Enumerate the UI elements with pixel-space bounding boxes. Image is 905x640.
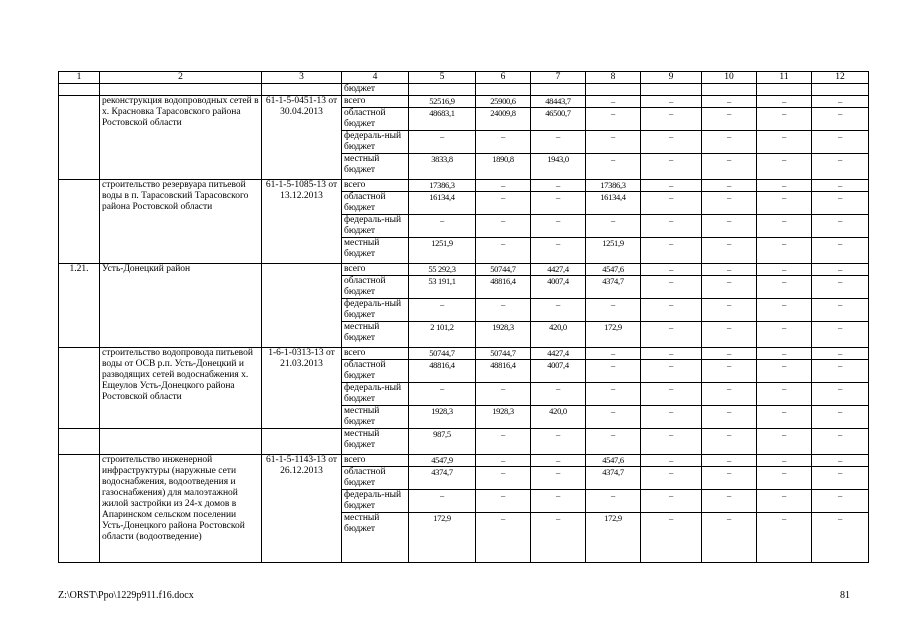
value-cell: – (409, 490, 476, 513)
value-cell: – (409, 131, 476, 154)
value-cell: 1928,3 (476, 406, 531, 429)
value-cell: – (531, 192, 586, 215)
value-cell: 24009,8 (476, 108, 531, 131)
value-cell: – (812, 490, 869, 513)
funding-source: областной бюджет (342, 467, 409, 490)
value-cell: – (641, 299, 702, 322)
value-cell: 55 292,3 (409, 264, 476, 276)
value-cell: – (586, 108, 641, 131)
value-cell: – (586, 383, 641, 406)
funding-source: местный бюджет (342, 154, 409, 180)
object-name: строительство водопровода питьевой воды от ОСВ р.п. Усть-Донецкий и разводящих сетей водоснабжения х. Ещеулов Усть-Донецкого района Ростовской области (100, 348, 262, 429)
value-cell: – (476, 455, 531, 467)
value-cell: – (641, 322, 702, 348)
column-header-6: 6 (476, 72, 531, 84)
column-header-2: 2 (100, 72, 262, 84)
value-cell: – (812, 467, 869, 490)
row-number (59, 96, 100, 180)
value-cell: – (757, 360, 812, 383)
funding-source: федераль-ный бюджет (342, 490, 409, 513)
object-name (100, 84, 262, 96)
value-cell (476, 84, 531, 96)
value-cell: – (812, 455, 869, 467)
value-cell: – (641, 490, 702, 513)
value-cell: 420,0 (531, 406, 586, 429)
value-cell (757, 84, 812, 96)
value-cell (531, 84, 586, 96)
funding-source: федераль-ный бюджет (342, 299, 409, 322)
value-cell: – (812, 348, 869, 360)
funding-source: федераль-ный бюджет (342, 131, 409, 154)
value-cell: – (476, 192, 531, 215)
value-cell: – (586, 429, 641, 455)
value-cell: – (757, 348, 812, 360)
value-cell: – (757, 490, 812, 513)
object-name: реконструкция водопроводных сетей в х. Красновка Тарасовского района Ростовской области (100, 96, 262, 180)
value-cell: – (586, 215, 641, 238)
value-cell: – (476, 299, 531, 322)
value-cell: – (812, 192, 869, 215)
value-cell: – (812, 108, 869, 131)
value-cell: – (641, 180, 702, 192)
value-cell: – (812, 238, 869, 264)
value-cell: 4374,7 (586, 276, 641, 299)
column-header-1: 1 (59, 72, 100, 84)
document-code (262, 429, 342, 455)
value-cell: 50744,7 (409, 348, 476, 360)
table-header-row (59, 72, 869, 84)
value-cell: – (641, 513, 702, 563)
value-cell: – (586, 360, 641, 383)
value-cell: – (702, 455, 757, 467)
value-cell: – (476, 215, 531, 238)
value-cell: – (531, 383, 586, 406)
table-row (59, 264, 869, 276)
value-cell: – (702, 192, 757, 215)
value-cell: – (641, 429, 702, 455)
row-number (59, 429, 100, 455)
value-cell: 420,0 (531, 322, 586, 348)
document-code: 61-1-5-1143-13 от 26.12.2013 (262, 455, 342, 563)
document-code: 61-1-5-0451-13 от 30.04.2013 (262, 96, 342, 180)
funding-source: бюджет (342, 84, 409, 96)
value-cell: – (476, 383, 531, 406)
value-cell: – (586, 154, 641, 180)
value-cell: – (586, 348, 641, 360)
value-cell: – (702, 215, 757, 238)
value-cell: – (702, 180, 757, 192)
value-cell: – (812, 513, 869, 563)
value-cell: – (409, 299, 476, 322)
value-cell: – (586, 299, 641, 322)
value-cell: – (757, 513, 812, 563)
funding-source: федераль-ный бюджет (342, 383, 409, 406)
funding-source: областной бюджет (342, 192, 409, 215)
value-cell: – (702, 108, 757, 131)
value-cell: – (757, 238, 812, 264)
value-cell: 3833,8 (409, 154, 476, 180)
value-cell: 1251,9 (586, 238, 641, 264)
funding-source: областной бюджет (342, 108, 409, 131)
value-cell (641, 84, 702, 96)
value-cell: – (641, 154, 702, 180)
value-cell: – (476, 180, 531, 192)
value-cell: – (531, 180, 586, 192)
value-cell: – (641, 360, 702, 383)
value-cell: – (641, 383, 702, 406)
column-header-8: 8 (586, 72, 641, 84)
table-row (59, 96, 869, 108)
value-cell: 16134,4 (409, 192, 476, 215)
column-header-7: 7 (531, 72, 586, 84)
page-number: 81 (840, 590, 850, 601)
row-number (59, 84, 100, 96)
object-name: строительство резервуара питьевой воды в п. Тарасовский Тарасовского района Ростовской области (100, 180, 262, 264)
value-cell: – (757, 108, 812, 131)
value-cell: 172,9 (409, 513, 476, 563)
column-header-9: 9 (641, 72, 702, 84)
funding-source: местный бюджет (342, 513, 409, 563)
funding-source: местный бюджет (342, 322, 409, 348)
value-cell: 4374,7 (586, 467, 641, 490)
value-cell: – (812, 429, 869, 455)
funding-source: всего (342, 455, 409, 467)
column-header-5: 5 (409, 72, 476, 84)
value-cell: – (702, 299, 757, 322)
value-cell: 52516,9 (409, 96, 476, 108)
funding-source: всего (342, 348, 409, 360)
footer-file-path: Z:\ORST\Ppo\1229p911.f16.docx (58, 590, 194, 601)
value-cell: – (757, 467, 812, 490)
value-cell: – (531, 131, 586, 154)
table-row (59, 429, 869, 455)
value-cell: – (702, 383, 757, 406)
value-cell: 50744,7 (476, 264, 531, 276)
value-cell: – (641, 348, 702, 360)
column-header-12: 12 (812, 72, 869, 84)
value-cell: – (476, 131, 531, 154)
value-cell: 46500,7 (531, 108, 586, 131)
object-name (100, 429, 262, 455)
value-cell: – (641, 215, 702, 238)
value-cell: – (812, 406, 869, 429)
funding-source: федераль-ный бюджет (342, 215, 409, 238)
value-cell: – (757, 429, 812, 455)
value-cell: – (757, 406, 812, 429)
value-cell: 1928,3 (476, 322, 531, 348)
column-header-3: 3 (262, 72, 342, 84)
budget-table (58, 71, 869, 563)
value-cell: 17386,3 (409, 180, 476, 192)
value-cell: – (531, 513, 586, 563)
value-cell: – (531, 299, 586, 322)
value-cell: 1890,8 (476, 154, 531, 180)
value-cell: – (641, 467, 702, 490)
value-cell (586, 84, 641, 96)
funding-source: областной бюджет (342, 276, 409, 299)
value-cell: – (641, 276, 702, 299)
value-cell: – (586, 406, 641, 429)
value-cell: – (702, 238, 757, 264)
value-cell: – (812, 360, 869, 383)
value-cell: – (702, 429, 757, 455)
value-cell: – (531, 429, 586, 455)
value-cell: – (586, 96, 641, 108)
table-row (59, 348, 869, 360)
document-code: 1-6-1-0313-13 от 21.03.2013 (262, 348, 342, 429)
value-cell: 48816,4 (409, 360, 476, 383)
value-cell: 172,9 (586, 322, 641, 348)
value-cell: – (531, 490, 586, 513)
row-number (59, 348, 100, 429)
value-cell: – (702, 276, 757, 299)
value-cell: – (531, 238, 586, 264)
value-cell: – (757, 264, 812, 276)
value-cell: – (757, 383, 812, 406)
value-cell: – (531, 215, 586, 238)
value-cell: 4007,4 (531, 276, 586, 299)
object-name: Усть-Донецкий район (100, 264, 262, 348)
value-cell: – (757, 154, 812, 180)
value-cell: 4427,4 (531, 264, 586, 276)
value-cell: – (476, 467, 531, 490)
value-cell: 4427,4 (531, 348, 586, 360)
value-cell: – (812, 180, 869, 192)
value-cell: – (702, 96, 757, 108)
value-cell: – (702, 264, 757, 276)
value-cell: – (812, 276, 869, 299)
row-number (59, 455, 100, 563)
value-cell: 16134,4 (586, 192, 641, 215)
document-code (262, 84, 342, 96)
value-cell: – (641, 96, 702, 108)
value-cell: 48443,7 (531, 96, 586, 108)
value-cell: – (476, 238, 531, 264)
value-cell: – (812, 299, 869, 322)
value-cell: 1251,9 (409, 238, 476, 264)
value-cell: 2 101,2 (409, 322, 476, 348)
table-row (59, 455, 869, 467)
value-cell: – (812, 322, 869, 348)
value-cell: – (757, 299, 812, 322)
value-cell (812, 84, 869, 96)
funding-source: областной бюджет (342, 360, 409, 383)
value-cell: – (757, 96, 812, 108)
value-cell: – (757, 192, 812, 215)
value-cell: – (757, 215, 812, 238)
value-cell: – (757, 276, 812, 299)
value-cell: – (812, 264, 869, 276)
value-cell: – (641, 406, 702, 429)
value-cell (409, 84, 476, 96)
value-cell: – (531, 467, 586, 490)
value-cell (702, 84, 757, 96)
funding-source: местный бюджет (342, 429, 409, 455)
funding-source: местный бюджет (342, 238, 409, 264)
value-cell: – (757, 455, 812, 467)
funding-source: всего (342, 96, 409, 108)
table-row (59, 84, 869, 96)
value-cell: – (702, 490, 757, 513)
value-cell: – (641, 238, 702, 264)
value-cell: – (476, 490, 531, 513)
value-cell: – (757, 131, 812, 154)
value-cell: – (757, 322, 812, 348)
value-cell: – (702, 131, 757, 154)
value-cell: – (476, 429, 531, 455)
value-cell: 4547,9 (409, 455, 476, 467)
document-code: 61-1-5-1085-13 от 13.12.2013 (262, 180, 342, 264)
row-number: 1.21. (59, 264, 100, 348)
value-cell: – (641, 131, 702, 154)
value-cell: 25900,6 (476, 96, 531, 108)
document-code (262, 264, 342, 348)
value-cell: – (409, 215, 476, 238)
value-cell: – (757, 180, 812, 192)
value-cell: – (409, 383, 476, 406)
value-cell: 987,5 (409, 429, 476, 455)
value-cell: 48816,4 (476, 276, 531, 299)
column-header-10: 10 (702, 72, 757, 84)
value-cell: – (702, 406, 757, 429)
value-cell: 172,9 (586, 513, 641, 563)
value-cell: – (586, 490, 641, 513)
value-cell: – (641, 455, 702, 467)
row-number (59, 180, 100, 264)
value-cell: – (812, 154, 869, 180)
value-cell: – (812, 131, 869, 154)
value-cell: 48683,1 (409, 108, 476, 131)
table-row (59, 180, 869, 192)
value-cell: 1943,0 (531, 154, 586, 180)
column-header-11: 11 (757, 72, 812, 84)
value-cell: 17386,3 (586, 180, 641, 192)
value-cell: 4374,7 (409, 467, 476, 490)
value-cell: 4547,6 (586, 455, 641, 467)
funding-source: всего (342, 264, 409, 276)
funding-source: всего (342, 180, 409, 192)
column-header-4: 4 (342, 72, 409, 84)
value-cell: 4007,4 (531, 360, 586, 383)
value-cell: 50744,7 (476, 348, 531, 360)
value-cell: – (702, 467, 757, 490)
value-cell: – (702, 348, 757, 360)
value-cell: – (641, 192, 702, 215)
value-cell: – (641, 264, 702, 276)
value-cell: – (641, 108, 702, 131)
value-cell: – (702, 154, 757, 180)
value-cell: 48816,4 (476, 360, 531, 383)
value-cell: – (812, 96, 869, 108)
value-cell: – (586, 131, 641, 154)
value-cell: – (702, 513, 757, 563)
value-cell: 53 191,1 (409, 276, 476, 299)
table-body (59, 72, 869, 563)
value-cell: – (812, 215, 869, 238)
value-cell: – (476, 513, 531, 563)
value-cell: 1928,3 (409, 406, 476, 429)
value-cell: – (702, 360, 757, 383)
value-cell: – (812, 383, 869, 406)
value-cell: – (702, 322, 757, 348)
funding-source: местный бюджет (342, 406, 409, 429)
object-name: строительство инженерной инфраструктуры (наружные сети водоснабжения, водоотведения и газоснабжения) для малоэтажной жилой застройки из 24-х домов в Апаринском сельском поселении Усть-Донецкого района Ростовской области (водоотведение) (100, 455, 262, 563)
value-cell: 4547,6 (586, 264, 641, 276)
value-cell: – (531, 455, 586, 467)
